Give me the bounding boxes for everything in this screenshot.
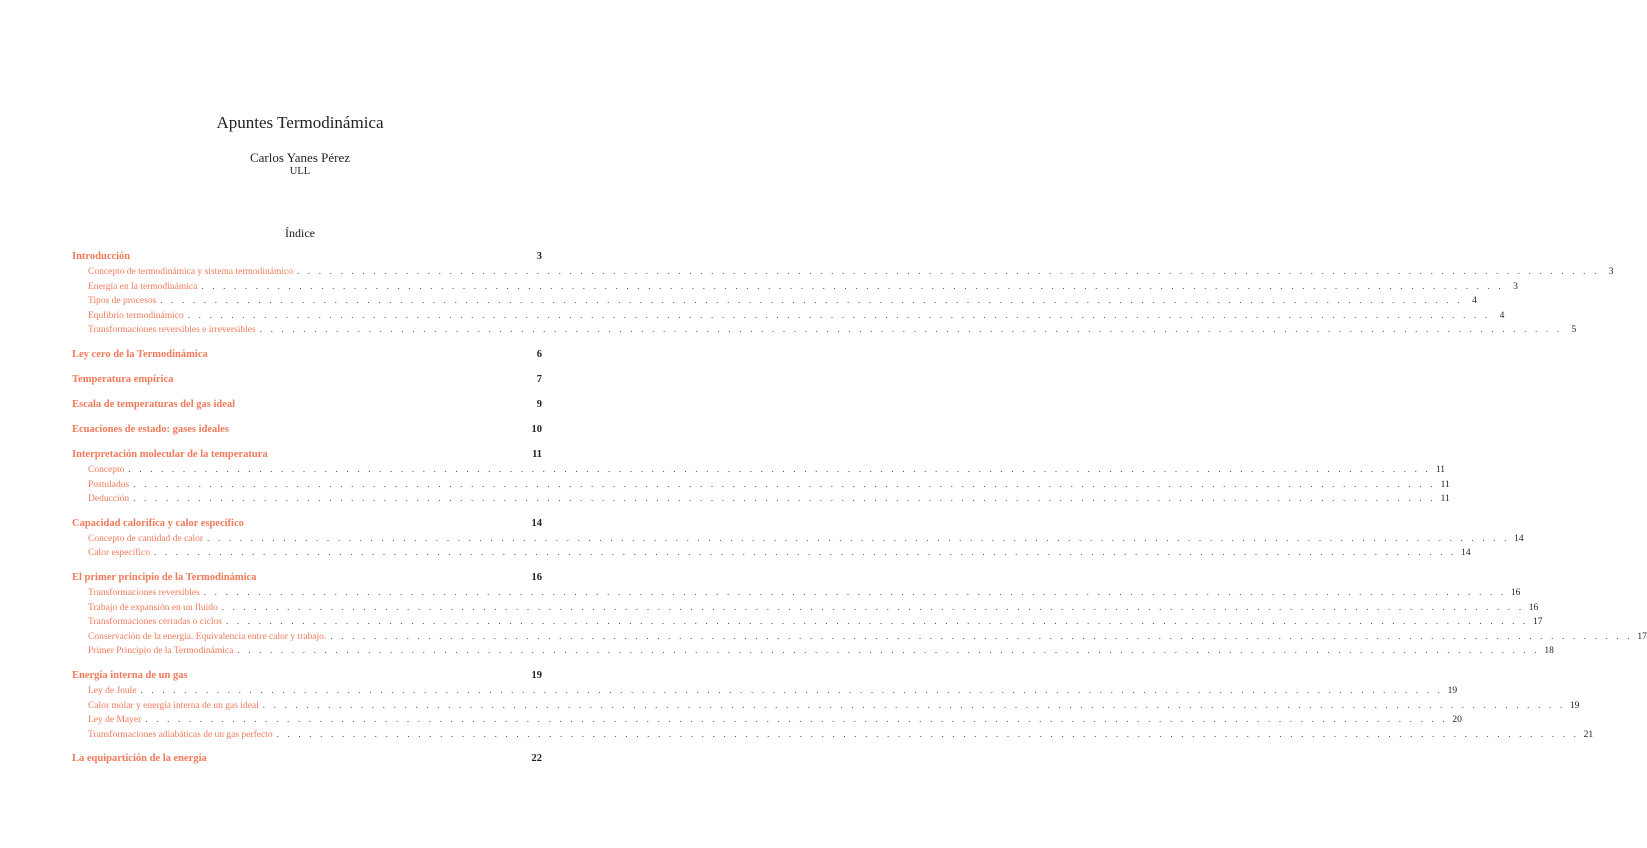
- toc-page-number: 10: [531, 423, 542, 435]
- toc-dot-leader: . . . . . . . . . . . . . . . . . . . . . . . . . . . . . . . . . . . . . . . . . . . . . . . . . . . . . . . . . . . . . . . . . . . . . . . . . . . . . . . . . . . . . . . . . . . . . . . . . . . . . . . . . . . . . . . . . . . . . . . .: [187, 309, 1491, 320]
- toc-page-number: 9: [536, 398, 542, 410]
- toc-gap: [72, 362, 542, 373]
- toc-page-number: 11: [1435, 464, 1445, 475]
- toc-dot-leader: . . . . . . . . . . . . . . . . . . . . . . . . . . . . . . . . . . . . . . . . . . . . . . . . . . . . . . . . . . . . . . . . . . . . . . . . . . . . . . . . . . . . . . . . . . . . . . . . . . . . . . . . . . . . . . . . . . . . . . . .: [140, 684, 1444, 695]
- toc-page-number: 19: [1447, 685, 1458, 696]
- toc-dot-leader: . . . . . . . . . . . . . . . . . . . . . . . . . . . . . . . . . . . . . . . . . . . . . . . . . . . . . . . . . . . . . . . . . . . . . . . . . . . . . . . . . . . . . . . . . . . . . . . . . . . . . . . . . . . . . . . . . . . . . . . .: [237, 645, 1540, 656]
- toc-page-number: 19: [531, 669, 542, 681]
- toc-subsection-title[interactable]: Primer Principio de la Termodinámica: [88, 646, 234, 657]
- toc-page-number: 16: [1528, 602, 1539, 613]
- toc-dot-leader: . . . . . . . . . . . . . . . . . . . . . . . . . . . . . . . . . . . . . . . . . . . . . . . . . . . . . . . . . . . . . . . . . . . . . . . . . . . . . . . . . . . . . . . . . . . . . . . . . . . . . . . . . . . . . . . . . . . . . . . .: [259, 324, 1563, 335]
- toc-subsection-entry[interactable]: [72, 585, 1521, 600]
- toc-section-title[interactable]: La equipartición de la energía: [72, 753, 207, 765]
- toc-page-number: 4: [1472, 296, 1477, 307]
- toc-page-number: 7: [536, 373, 542, 385]
- toc-subsection-title[interactable]: Tipos de procesos: [88, 296, 157, 307]
- toc-gap: [72, 658, 542, 669]
- toc-dot-leader: . . . . . . . . . . . . . . . . . . . . . . . . . . . . . . . . . . . . . . . . . . . . . . . . . . . . . . . . . . . . . . . . . . . . . . . . . . . . . . . . . . . . . . . . . . . . . . . . . . . . . . . . . . . . . . . . . . . . . . . .: [207, 532, 1510, 543]
- toc-gap: [72, 387, 542, 398]
- toc-page-number: 3: [536, 251, 542, 262]
- toc-subsection-title[interactable]: Ley de Joule: [88, 685, 137, 696]
- toc-section-title[interactable]: Interpretación molecular de la temperatura: [72, 448, 268, 460]
- toc-section-entry[interactable]: [72, 423, 542, 437]
- toc-page-number: 17: [1637, 631, 1647, 642]
- toc-page-number: 5: [1571, 325, 1577, 336]
- toc-subsection-entry[interactable]: [72, 712, 1462, 727]
- toc-page-number: 22: [531, 753, 542, 765]
- toc-dot-leader: . . . . . . . . . . . . . . . . . . . . . . . . . . . . . . . . . . . . . . . . . . . . . . . . . . . . . . . . . . . . . . . . . . . . . . . . . . . . . . . . . . . . . . . . . . . . . . . . . . . . . . . . . . . . . . . . . . . . . . . .: [296, 266, 1600, 276]
- toc-subsection-entry[interactable]: [72, 614, 1543, 629]
- toc-subsection-entry[interactable]: [72, 279, 1518, 294]
- toc-dot-leader: . . . . . . . . . . . . . . . . . . . . . . . . . . . . . . . . . . . . . . . . . . . . . . . . . . . . . . . . . . . . . . . . . . . . . . . . . . . . . . . . . . . . . . . . . . . . . . . . . . . . . . . . . . . . . . . . . . . . . . . .: [276, 728, 1580, 739]
- toc-section-entry[interactable]: [72, 752, 542, 766]
- toc-gap: [72, 560, 542, 571]
- toc-section-title[interactable]: Ecuaciones de estado: gases ideales: [72, 423, 229, 435]
- author-name: Carlos Yanes Pérez: [249, 150, 350, 165]
- toc-dot-leader: . . . . . . . . . . . . . . . . . . . . . . . . . . . . . . . . . . . . . . . . . . . . . . . . . . . . . . . . . . . . . . . . . . . . . . . . . . . . . . . . . . . . . . . . . . . . . . . . . . . . . . . . . . . . . . . . . . . . . . . .: [221, 601, 1525, 612]
- toc-page-number: 20: [1452, 715, 1462, 726]
- toc-subsection-entry[interactable]: [72, 545, 1471, 560]
- toc-subsection-title[interactable]: Concepto de termodinámica y sistema termodinámico: [88, 267, 293, 277]
- toc-section-entry[interactable]: [72, 348, 542, 362]
- toc-page-number: 21: [1583, 729, 1594, 740]
- toc-subsection-entry[interactable]: [72, 531, 1524, 546]
- author-affiliation: ULL: [289, 166, 311, 177]
- toc-page-number: 6: [536, 348, 542, 360]
- toc-section-title[interactable]: El primer principio de la Termodinámica: [72, 571, 257, 583]
- toc-subsection-entry[interactable]: [72, 293, 1477, 308]
- toc-subsection-title[interactable]: Concepto de cantidad de calor: [88, 533, 204, 544]
- toc-page-number: 19: [1569, 700, 1580, 711]
- toc-section-entry[interactable]: [72, 669, 542, 683]
- toc-section-title[interactable]: Capacidad calorífica y calor específico: [72, 517, 244, 529]
- toc-subsection-entry[interactable]: [72, 491, 1450, 506]
- toc-subsection-entry[interactable]: [72, 643, 1554, 658]
- toc-subsection-title[interactable]: Calor molar y energía interna de un gas ideal: [88, 700, 259, 711]
- toc-gap: [72, 506, 542, 517]
- toc-page-number: 3: [1513, 281, 1518, 292]
- toc-subsection-entry[interactable]: [72, 322, 1577, 337]
- toc-page-number: 14: [1461, 548, 1471, 559]
- toc-section-entry[interactable]: [72, 571, 542, 585]
- toc-page-number: 11: [1440, 494, 1450, 505]
- toc-dot-leader: . . . . . . . . . . . . . . . . . . . . . . . . . . . . . . . . . . . . . . . . . . . . . . . . . . . . . . . . . . . . . . . . . . . . . . . . . . . . . . . . . . . . . . . . . . . . . . . . . . . . . . . . . . . . . . . . . . . . . . . .: [160, 295, 1463, 306]
- toc-subsection-title[interactable]: Concepto: [88, 464, 125, 475]
- toc-page-number: 11: [1440, 479, 1450, 490]
- toc-dot-leader: . . . . . . . . . . . . . . . . . . . . . . . . . . . . . . . . . . . . . . . . . . . . . . . . . . . . . . . . . . . . . . . . . . . . . . . . . . . . . . . . . . . . . . . . . . . . . . . . . . . . . . . . . . . . . . . . . . . . . . . .: [330, 630, 1633, 641]
- toc-dot-leader: . . . . . . . . . . . . . . . . . . . . . . . . . . . . . . . . . . . . . . . . . . . . . . . . . . . . . . . . . . . . . . . . . . . . . . . . . . . . . . . . . . . . . . . . . . . . . . . . . . . . . . . . . . . . . . . . . . . . . . . .: [133, 493, 1436, 504]
- toc-subsection-title[interactable]: Energía en la termodinámica: [88, 281, 198, 292]
- toc-page-number: 11: [532, 448, 542, 460]
- toc-page-number: 14: [1514, 533, 1524, 544]
- toc-page-number: 17: [1533, 617, 1543, 628]
- toc-section-entry[interactable]: [72, 373, 542, 387]
- toc-subsection-title[interactable]: Transformaciones reversibles e irreversibles: [88, 325, 256, 336]
- toc-subsection-entry[interactable]: [72, 600, 1539, 615]
- toc-section-title[interactable]: Energía interna de un gas: [72, 669, 188, 681]
- toc-dot-leader: . . . . . . . . . . . . . . . . . . . . . . . . . . . . . . . . . . . . . . . . . . . . . . . . . . . . . . . . . . . . . . . . . . . . . . . . . . . . . . . . . . . . . . . . . . . . . . . . . . . . . . . . . . . . . . . . . . . . . . . .: [262, 699, 1566, 710]
- toc-page-number: 3: [1608, 267, 1614, 277]
- toc-dot-leader: . . . . . . . . . . . . . . . . . . . . . . . . . . . . . . . . . . . . . . . . . . . . . . . . . . . . . . . . . . . . . . . . . . . . . . . . . . . . . . . . . . . . . . . . . . . . . . . . . . . . . . . . . . . . . . . . . . . . . . . .: [201, 280, 1504, 291]
- toc-subsection-entry[interactable]: [72, 683, 1458, 698]
- toc-subsection-title[interactable]: Ley de Mayer: [88, 715, 142, 726]
- toc-gap: [72, 337, 542, 348]
- toc-page-number: 16: [531, 571, 542, 583]
- toc-subsection-entry[interactable]: [72, 727, 1594, 742]
- toc-gap: [72, 437, 542, 448]
- toc-section-entry[interactable]: [72, 517, 542, 531]
- toc-section-title[interactable]: Introducción: [72, 251, 131, 262]
- toc-subsection-entry[interactable]: [72, 462, 1445, 477]
- toc-subsection-title[interactable]: Equlibrio termodinámico: [88, 310, 184, 321]
- toc-subsection-entry[interactable]: [72, 477, 1450, 492]
- toc-dot-leader: . . . . . . . . . . . . . . . . . . . . . . . . . . . . . . . . . . . . . . . . . . . . . . . . . . . . . . . . . . . . . . . . . . . . . . . . . . . . . . . . . . . . . . . . . . . . . . . . . . . . . . . . . . . . . . . . . . . . . . . .: [203, 586, 1507, 597]
- toc-gap: [72, 741, 542, 752]
- toc-page-number: 14: [531, 517, 542, 529]
- toc-section-title[interactable]: Temperatura empírica: [72, 373, 174, 385]
- toc-section-entry[interactable]: [72, 398, 542, 412]
- toc-subsection-title[interactable]: Trabajo de expansión en un fluido: [88, 602, 218, 613]
- toc-subsection-entry[interactable]: [72, 629, 1647, 644]
- toc-page-number: 16: [1510, 587, 1521, 598]
- toc-section-entry[interactable]: [72, 250, 542, 264]
- toc-subsection-title[interactable]: Conservación de la energía. Equivalencia entre calor y trabajo.: [88, 631, 327, 642]
- toc-subsection-entry[interactable]: [72, 264, 1614, 279]
- toc-subsection-title[interactable]: Transformaciones adiabáticas de un gas perfecto: [88, 729, 273, 740]
- document-title: Apuntes Termodinámica: [216, 113, 384, 132]
- toc-dot-leader: . . . . . . . . . . . . . . . . . . . . . . . . . . . . . . . . . . . . . . . . . . . . . . . . . . . . . . . . . . . . . . . . . . . . . . . . . . . . . . . . . . . . . . . . . . . . . . . . . . . . . . . . . . . . . . . . . . . . . . . .: [154, 547, 1457, 558]
- toc-page-number: 4: [1499, 310, 1505, 321]
- toc-dot-leader: . . . . . . . . . . . . . . . . . . . . . . . . . . . . . . . . . . . . . . . . . . . . . . . . . . . . . . . . . . . . . . . . . . . . . . . . . . . . . . . . . . . . . . . . . . . . . . . . . . . . . . . . . . . . . . . . . . . . . . . .: [145, 714, 1448, 725]
- toc-subsection-title[interactable]: Transformaciones cerradas o ciclos: [88, 617, 222, 628]
- toc-subsection-title[interactable]: Deducción: [88, 494, 130, 505]
- toc-gap: [72, 412, 542, 423]
- toc-heading: Índice: [285, 226, 315, 240]
- toc-dot-leader: . . . . . . . . . . . . . . . . . . . . . . . . . . . . . . . . . . . . . . . . . . . . . . . . . . . . . . . . . . . . . . . . . . . . . . . . . . . . . . . . . . . . . . . . . . . . . . . . . . . . . . . . . . . . . . . . . . . . . . . .: [133, 478, 1436, 489]
- table-of-contents: [72, 250, 1647, 766]
- toc-dot-leader: . . . . . . . . . . . . . . . . . . . . . . . . . . . . . . . . . . . . . . . . . . . . . . . . . . . . . . . . . . . . . . . . . . . . . . . . . . . . . . . . . . . . . . . . . . . . . . . . . . . . . . . . . . . . . . . . . . . . . . . .: [225, 616, 1529, 627]
- toc-subsection-entry[interactable]: [72, 698, 1580, 713]
- toc-subsection-entry[interactable]: [72, 308, 1505, 323]
- toc-subsection-title[interactable]: Postulados: [88, 479, 130, 490]
- toc-section-title[interactable]: Ley cero de la Termodinámica: [72, 348, 208, 360]
- toc-subsection-title[interactable]: Transformaciones reversibles: [88, 587, 200, 598]
- toc-subsection-title[interactable]: Calor específico: [88, 548, 150, 559]
- toc-dot-leader: . . . . . . . . . . . . . . . . . . . . . . . . . . . . . . . . . . . . . . . . . . . . . . . . . . . . . . . . . . . . . . . . . . . . . . . . . . . . . . . . . . . . . . . . . . . . . . . . . . . . . . . . . . . . . . . . . . . . . . . .: [128, 463, 1431, 474]
- toc-page-number: 18: [1544, 646, 1554, 657]
- toc-section-entry[interactable]: [72, 448, 542, 462]
- toc-section-title[interactable]: Escala de temperaturas del gas ideal: [72, 398, 236, 410]
